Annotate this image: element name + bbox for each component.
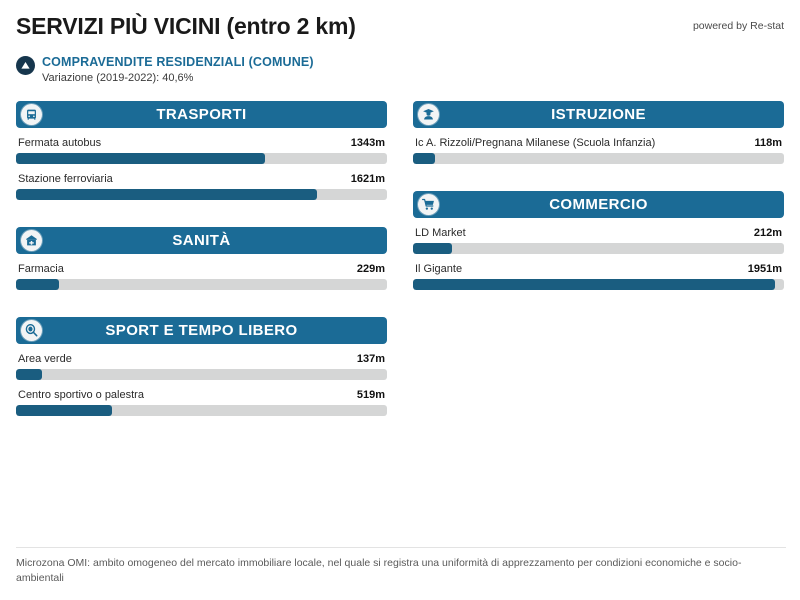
service-row [16, 263, 387, 275]
service-row [16, 173, 387, 185]
triangle-up-circle-icon [16, 56, 35, 75]
service-distance-value: 229m [356, 262, 385, 275]
distance-bar-track [16, 369, 387, 380]
category-header-sport[interactable] [16, 317, 387, 344]
category-grid [16, 101, 784, 443]
category-istruzione [413, 101, 784, 164]
service-row [16, 353, 387, 365]
service-distance-value: 1343m [350, 136, 385, 149]
service-label: Area verde [18, 352, 72, 365]
indicator-name: COMPRAVENDITE RESIDENZIALI (COMUNE) [42, 55, 314, 70]
hospital-icon [21, 230, 42, 251]
service-row [413, 263, 784, 275]
category-header-commercio[interactable] [413, 191, 784, 218]
category-title: ISTRUZIONE [551, 105, 646, 123]
page-header [0, 0, 800, 85]
title-row [16, 14, 784, 39]
distance-bar-track [16, 189, 387, 200]
service-item [16, 353, 387, 380]
service-item [16, 263, 387, 290]
distance-bar-track [16, 405, 387, 416]
bus-icon [21, 104, 42, 125]
footer-note: Microzona OMI: ambito omogeneo del mercato immobiliare locale, nel quale si registra una uniformità di apprezzamento per condizioni economiche e socio-ambientali [16, 556, 742, 584]
indicator-text [42, 55, 314, 85]
category-title: SPORT E TEMPO LIBERO [105, 321, 298, 339]
indicator-variation: Variazione (2019-2022): 40,6% [42, 71, 194, 84]
service-label: Stazione ferroviaria [18, 172, 113, 185]
service-item [16, 173, 387, 200]
distance-bar-track [16, 279, 387, 290]
service-row [16, 137, 387, 149]
category-title: COMMERCIO [549, 195, 648, 213]
service-label: Fermata autobus [18, 136, 102, 149]
service-label: Centro sportivo o palestra [18, 388, 144, 401]
distance-bar-fill [413, 243, 452, 254]
service-distance-value: 1621m [350, 172, 385, 185]
category-sport [16, 317, 387, 416]
distance-bar-fill [16, 405, 112, 416]
service-distance-value: 118m [754, 136, 782, 149]
footer-divider [16, 547, 786, 548]
distance-bar-track [413, 279, 784, 290]
service-row [413, 137, 784, 149]
category-title: SANITÀ [172, 231, 231, 249]
service-item [413, 137, 784, 164]
shopping-cart-icon [418, 194, 439, 215]
graduate-icon [418, 104, 439, 125]
service-row [413, 227, 784, 239]
service-distance-value: 519m [356, 388, 385, 401]
distance-bar-track [413, 153, 784, 164]
category-trasporti [16, 101, 387, 200]
tennis-racket-icon [21, 320, 42, 341]
service-distance-value: 212m [753, 226, 782, 239]
distance-bar-fill [16, 369, 42, 380]
service-label: LD Market [415, 226, 466, 239]
service-item [413, 263, 784, 290]
indicator-block [16, 55, 784, 85]
category-header-trasporti[interactable] [16, 101, 387, 128]
service-distance-value: 137m [356, 352, 385, 365]
distance-bar-track [16, 153, 387, 164]
category-header-istruzione[interactable] [413, 101, 784, 128]
service-item [16, 389, 387, 416]
service-row [16, 389, 387, 401]
service-label: Il Gigante [415, 262, 463, 275]
service-label: Ic A. Rizzoli/Pregnana Milanese (Scuola Infanzia) [415, 136, 656, 149]
distance-bar-fill [413, 153, 435, 164]
category-sanita [16, 227, 387, 290]
service-item [413, 227, 784, 254]
category-title: TRASPORTI [156, 105, 247, 123]
category-commercio [413, 191, 784, 290]
category-header-sanita[interactable] [16, 227, 387, 254]
service-item [16, 137, 387, 164]
distance-bar-fill [16, 153, 265, 164]
distance-bar-fill [16, 189, 317, 200]
distance-bar-track [413, 243, 784, 254]
service-distance-value: 1951m [747, 262, 782, 275]
service-label: Farmacia [18, 262, 64, 275]
page-title: SERVIZI PIÙ VICINI (entro 2 km) [16, 13, 356, 39]
distance-bar-fill [16, 279, 59, 290]
left-column [16, 101, 387, 443]
right-column [413, 101, 784, 317]
powered-by-label: powered by Re-stat [692, 20, 784, 32]
footer [16, 547, 786, 586]
distance-bar-fill [413, 279, 775, 290]
